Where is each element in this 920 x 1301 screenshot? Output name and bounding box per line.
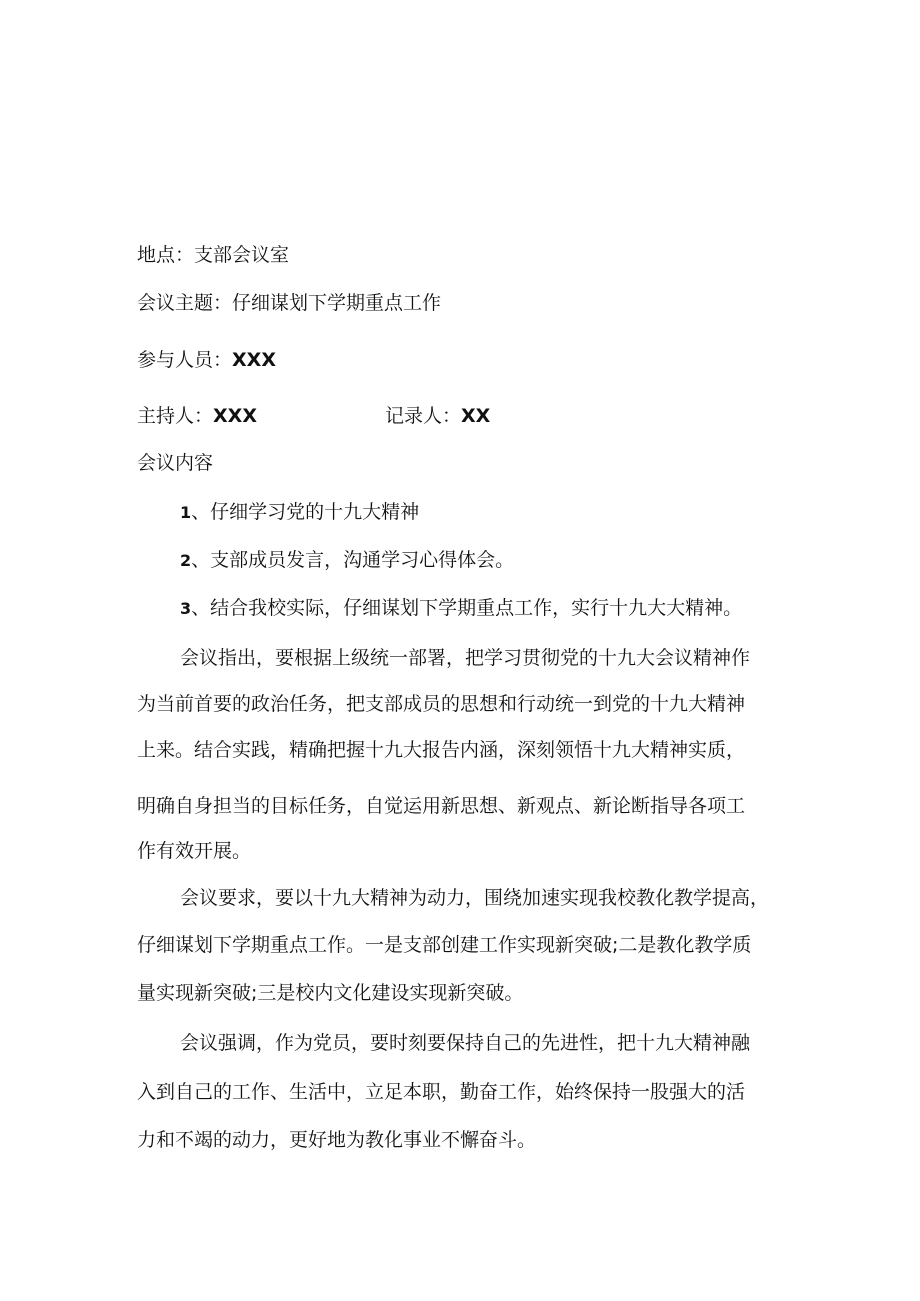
agenda-text: 支部成员发言，沟通学习心得体会。 (210, 549, 515, 571)
paragraph-line: 明确自身担当的目标任务，自觉运用新思想、新观点、新论断指导各项工 (137, 795, 746, 817)
participants-label: 参与人员： (137, 349, 233, 371)
agenda-number: 3 (180, 599, 192, 618)
paragraph-line: 入到自己的工作、生活中，立足本职，勤奋工作，始终保持一股强大的活 (137, 1081, 746, 1103)
recorder-label: 记录人： (385, 405, 462, 427)
topic-label: 会议主题： (137, 292, 233, 314)
participants-value: XXX (232, 349, 276, 371)
topic-value: 仔细谋划下学期重点工作 (232, 292, 442, 314)
agenda-item (180, 548, 514, 573)
location-value: 支部会议室 (194, 244, 290, 266)
agenda-text: 结合我校实际，仔细谋划下学期重点工作，实行十九大大精神。 (210, 597, 743, 619)
host-line (137, 404, 257, 428)
participants-line (137, 348, 276, 372)
paragraph-line: 力和不竭的动力，更好地为教化事业不懈奋斗。 (137, 1129, 537, 1151)
topic-line (137, 291, 441, 315)
paragraph-line: 仔细谋划下学期重点工作。一是支部创建工作实现新突破;二是教化教学质 (137, 934, 752, 956)
location-label: 地点： (137, 244, 195, 266)
recorder-line (385, 404, 490, 428)
host-label: 主持人： (137, 405, 214, 427)
agenda-text: 仔细学习党的十九大精神 (210, 501, 420, 523)
agenda-number: 2 (180, 551, 192, 570)
agenda-number: 1 (180, 503, 192, 522)
location-line (137, 243, 289, 267)
agenda-separator: 、 (191, 597, 211, 619)
content-heading: 会议内容 (137, 452, 214, 474)
paragraph-line: 量实现新突破;三是校内文化建设实现新突破。 (137, 982, 524, 1004)
paragraph-line: 为当前首要的政治任务，把支部成员的思想和行动统一到党的十九大精神 (137, 693, 746, 715)
agenda-item (180, 500, 419, 525)
agenda-item (180, 596, 742, 621)
paragraph-line: 作有效开展。 (137, 840, 252, 862)
paragraph-line: 上来。结合实践，精确把握十九大报告内涵，深刻领悟十九大精神实质， (137, 739, 746, 761)
paragraph-line: 会议指出，要根据上级统一部署，把学习贯彻党的十九大会议精神作 (180, 647, 751, 669)
recorder-value: XX (461, 405, 491, 427)
agenda-separator: 、 (191, 549, 211, 571)
paragraph-line: 会议要求，要以十九大精神为动力，围绕加速实现我校教化教学提高， (180, 887, 770, 909)
agenda-separator: 、 (191, 501, 211, 523)
host-value: XXX (213, 405, 257, 427)
paragraph-line: 会议强调，作为党员，要时刻要保持自己的先进性，把十九大精神融 (180, 1032, 751, 1054)
